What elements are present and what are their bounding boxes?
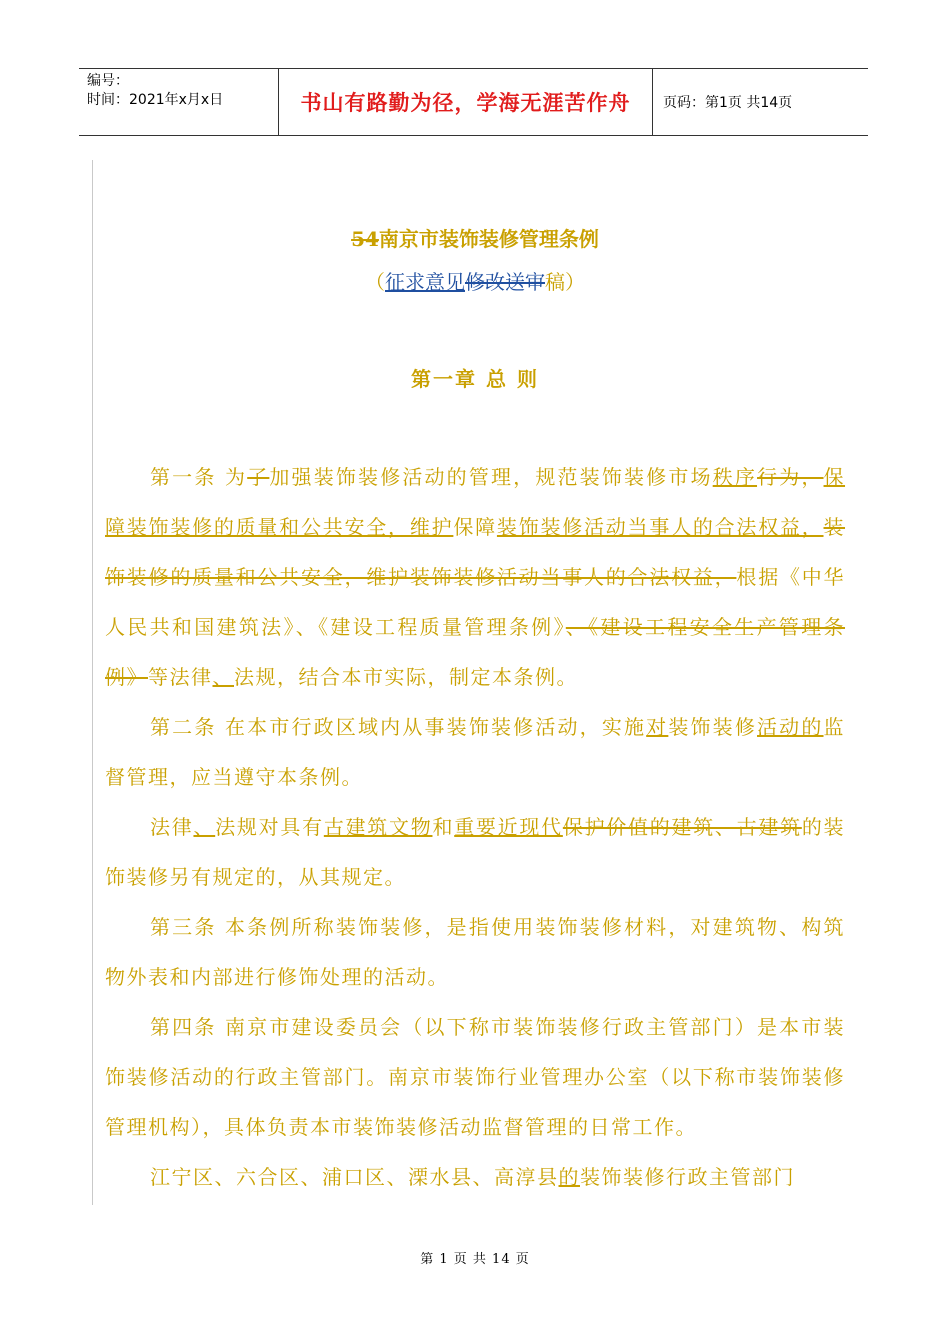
- header-motto: 书山有路勤为径，学海无涯苦作舟: [279, 69, 653, 135]
- document-title: [105, 223, 845, 252]
- number-label: 编号：: [87, 73, 129, 89]
- article-2-paragraph-2: [105, 802, 845, 902]
- header-page-info: 页码：第1页 共14页: [663, 95, 793, 111]
- art2-text: 第二条 在本市行政区域内从事装饰装修活动，实施: [150, 715, 647, 739]
- art1-deleted: 装饰装修的质量和公共安全，维护装饰装修活动当事人的合法权益，: [105, 515, 846, 589]
- art1-text: 加强装饰装修活动的管理，规范装饰装修市场: [269, 465, 713, 489]
- art1-inserted: 、: [212, 665, 234, 689]
- art1-text: 根据《中华人民共和国建筑法》、《建设工程质量管理条例》: [105, 565, 846, 639]
- art2b-inserted: 、: [193, 815, 216, 839]
- page-footer: 第 1 页 共 14 页: [420, 1252, 530, 1267]
- art2-inserted: 活动的: [757, 715, 824, 739]
- art1-inserted: 秩序: [712, 465, 758, 489]
- article-4-paragraph-2: [105, 1152, 845, 1202]
- document-subtitle: [105, 266, 845, 295]
- art1-deleted: 了: [247, 465, 270, 489]
- art2b-text: 法律: [150, 815, 194, 839]
- title-text: 南京市装饰装修管理条例: [378, 227, 599, 251]
- art4b-text: 装饰装修行政主管部门: [580, 1165, 795, 1189]
- art1-text: 等法律: [148, 665, 213, 689]
- subtitle-open: （: [365, 270, 385, 294]
- page-header: [79, 68, 868, 136]
- article-1: [105, 452, 845, 702]
- art1-text: 法规，结合本市实际，制定本条例。: [234, 665, 578, 689]
- margin-line: [92, 160, 93, 1205]
- date-label: 时间：2021年x月x日: [87, 92, 224, 108]
- art2-text: 监督管理，应当遵守本条例。: [105, 715, 846, 789]
- art1-inserted: 保障装饰装修的质量和公共安全，维护: [105, 465, 846, 539]
- subtitle-deleted: 修改送审: [465, 270, 545, 294]
- article-2: [105, 702, 845, 802]
- article-4: 第四条 南京市建设委员会（以下称市装饰装修行政主管部门）是本市装饰装修活动的行政主管部门。南京市装饰行业管理办公室（以下称市装饰装修管理机构），具体负责本市装饰装修活动监督管理的日常工作。: [105, 1015, 845, 1139]
- article-3: 第三条 本条例所称装饰装修，是指使用装饰装修材料，对建筑物、构筑物外表和内部进行修饰处理的活动。: [105, 915, 845, 989]
- art2b-deleted: 保护价值的建筑、古建筑: [562, 815, 802, 839]
- art1-deleted: 行为，: [757, 465, 824, 489]
- art4b-text: 江宁区、六合区、浦口区、溧水县、高淳县: [150, 1165, 559, 1189]
- art4b-inserted: 的: [558, 1165, 580, 1189]
- art2b-inserted: 重要近现代: [454, 815, 563, 839]
- art2b-text: 的装饰装修另有规定的，从其规定。: [105, 815, 846, 889]
- art2b-text: 法规对具有: [215, 815, 324, 839]
- header-meta: [79, 69, 279, 135]
- art2-inserted: 对: [646, 715, 669, 739]
- chapter-heading: 第一章 总 则: [411, 367, 539, 391]
- art2b-inserted: 古建筑文物: [323, 815, 433, 839]
- art2b-text: 和: [432, 815, 455, 839]
- subtitle-inserted: 征求意见: [385, 270, 465, 294]
- subtitle-tail: 稿）: [545, 270, 585, 294]
- art1-text: 第一条 为: [150, 465, 248, 489]
- art1-deleted: 、《建设工程安全生产管理条例》: [105, 615, 846, 689]
- art1-text: 保障: [453, 515, 497, 539]
- art2-text: 装饰装修: [668, 715, 758, 739]
- art1-inserted: 装饰装修活动当事人的合法权益，: [496, 515, 824, 539]
- title-deleted: 54: [351, 227, 379, 251]
- document-body: [105, 215, 845, 1202]
